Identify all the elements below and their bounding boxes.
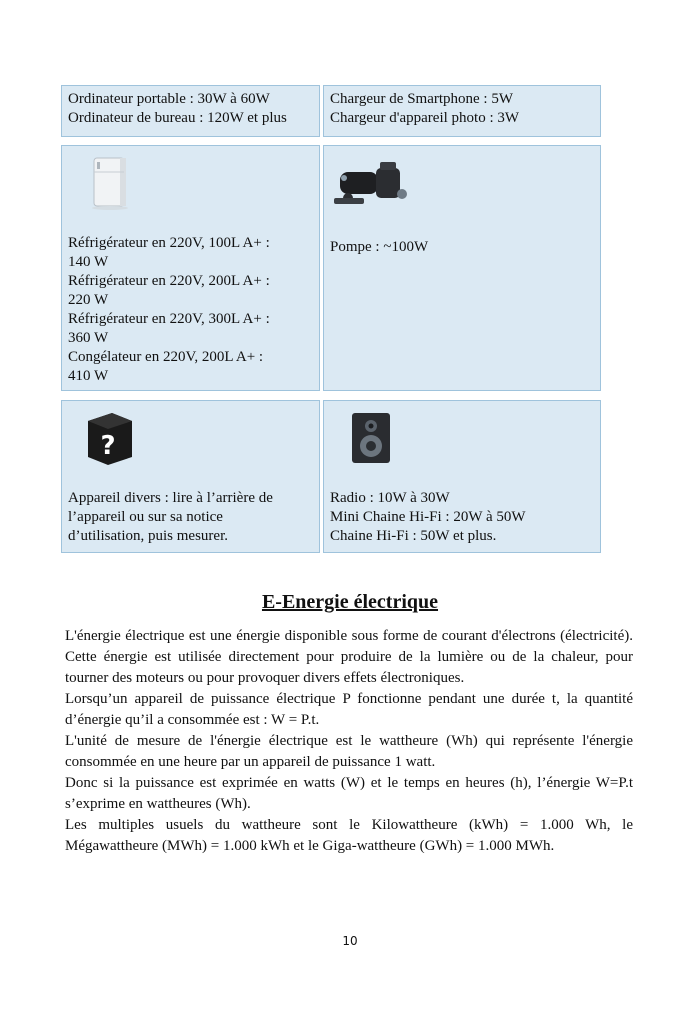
fridge-200l-text: Réfrigérateur en 220V, 200L A+ :	[68, 273, 270, 289]
fridge-200l-value: 220 W	[68, 292, 109, 308]
paragraph: L'énergie électrique est une énergie disponible sous forme de courant d'électrons (électricité). Cette énergie est utilisée directement pour produire de la lumière ou de la chaleur, pour tourner des moteurs ou pour provoquer divers effets électroniques.	[65, 628, 633, 686]
question-box-icon	[84, 411, 136, 467]
paragraph: Donc si la puissance est exprimée en watts (W) et le temps en heures (h), l’énergie W=P.t s’exprime en wattheures (Wh).	[65, 775, 633, 812]
svg-text:?: ?	[100, 431, 116, 461]
misc-device-text-2: l’appareil ou sur sa notice	[68, 509, 223, 525]
section-title: E-Energie électrique	[261, 591, 439, 613]
fridge-100l-value: 140 W	[68, 254, 109, 270]
freezer-200l-text: Congélateur en 220V, 200L A+ :	[68, 349, 264, 365]
cell-chargers	[323, 85, 601, 137]
paragraph: Lorsqu’un appareil de puissance électrique P fonctionne pendant une durée t, la quantité d’énergie qu’il a consommée est : W = P.t.	[65, 691, 633, 728]
computer-laptop-text: Ordinateur portable : 30W à 60W	[68, 91, 270, 107]
fridge-300l-text: Réfrigérateur en 220V, 300L A+ :	[68, 311, 270, 327]
refrigerator-icon	[84, 154, 136, 212]
mini-hifi-text: Mini Chaine Hi-Fi : 20W à 50W	[330, 509, 526, 525]
misc-device-text-1: Appareil divers : lire à l’arrière de	[68, 490, 273, 506]
computer-desktop-text: Ordinateur de bureau : 120W et plus	[68, 110, 287, 126]
page-number: 10	[342, 934, 358, 948]
pump-text: Pompe : ~100W	[330, 239, 429, 255]
freezer-200l-value: 410 W	[68, 368, 109, 384]
cell-audio	[323, 400, 601, 553]
section-body	[65, 626, 633, 857]
charger-smartphone-text: Chargeur de Smartphone : 5W	[330, 91, 514, 107]
radio-text: Radio : 10W à 30W	[330, 490, 450, 506]
hifi-text: Chaine Hi-Fi : 50W et plus.	[330, 528, 497, 544]
fridge-100l-text: Réfrigérateur en 220V, 100L A+ :	[68, 235, 270, 251]
charger-camera-text: Chargeur d'appareil photo : 3W	[330, 110, 520, 126]
cell-pump	[323, 145, 601, 391]
cell-refrigerators	[61, 145, 320, 391]
misc-device-text-3: d’utilisation, puis mesurer.	[68, 528, 228, 544]
fridge-300l-value: 360 W	[68, 330, 109, 346]
cell-computers	[61, 85, 320, 137]
paragraph: Les multiples usuels du wattheure sont le Kilowattheure (kWh) = 1.000 Wh, le Mégawattheure (MWh) = 1.000 kWh et le Giga-wattheure (GWh) = 1.000 MWh.	[65, 817, 633, 854]
water-pump-icon	[332, 158, 412, 210]
speaker-icon	[348, 411, 394, 467]
cell-misc-devices	[61, 400, 320, 553]
paragraph: L'unité de mesure de l'énergie électrique est le wattheure (Wh) qui représente l'énergie consommée en une heure par un appareil de puissance 1 watt.	[65, 733, 633, 770]
